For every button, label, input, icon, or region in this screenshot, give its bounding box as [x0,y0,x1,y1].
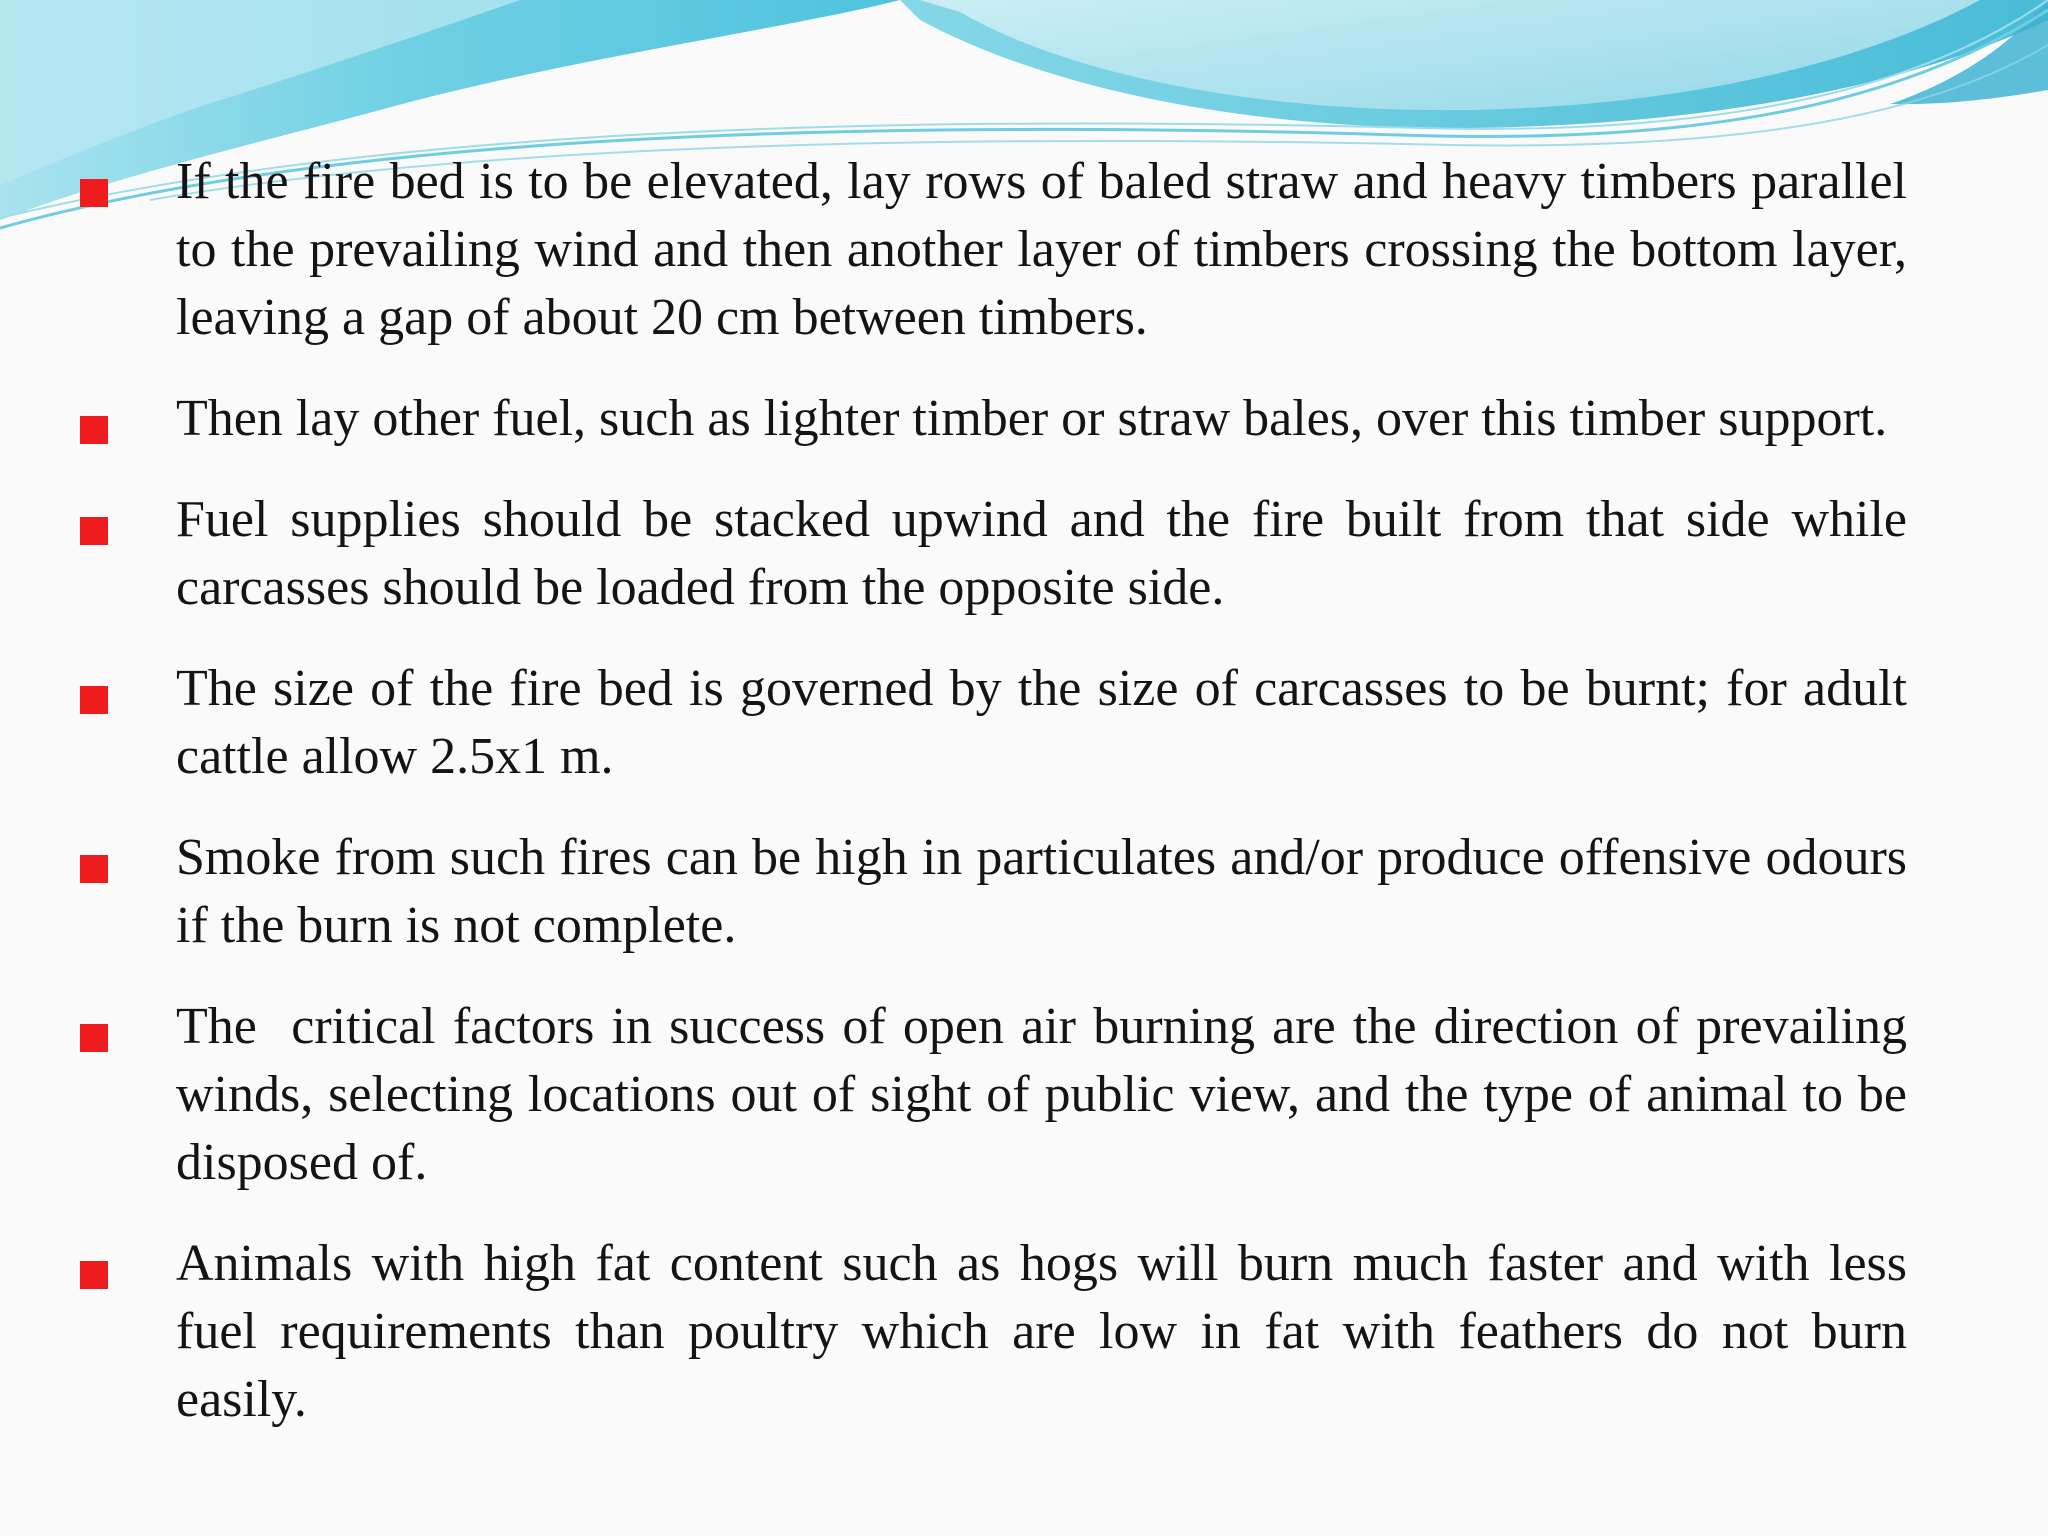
bullet-text-7: Animals with high fat content such as hogs will burn much faster and with less fuel requirements than poultry which are low in fat with feathers do not burn easily. [176,1235,1907,1428]
bullet-text-2: Then lay other fuel, such as lighter timber or straw bales, over this timber support. [176,390,1888,447]
bullet-square-icon [80,1024,108,1052]
bullet-square-icon [80,686,108,714]
bullet-text-5: Smoke from such fires can be high in particulates and/or produce offensive odours if the burn is not complete. [176,829,1907,954]
bullet-list [0,148,2048,1467]
bullet-item-1 [0,148,1907,352]
bullet-text-3: Fuel supplies should be stacked upwind and the fire built from that side while carcasses should be loaded from the opposite side. [176,491,1907,616]
bullet-text-4: The size of the fire bed is governed by the size of carcasses to be burnt; for adult cattle allow 2.5x1 m. [176,660,1907,785]
bullet-item-2 [0,385,1907,453]
bullet-square-icon [80,1261,108,1289]
bullet-item-3 [0,486,1907,622]
bullet-text-6: The critical factors in success of open air burning are the direction of prevailing winds, selecting locations out of sight of public view, and the type of animal to be disposed of. [176,998,1920,1191]
wave-band-pale [920,0,1980,110]
bullet-text-1: If the fire bed is to be elevated, lay rows of baled straw and heavy timbers parallel to the prevailing wind and then another layer of timbers crossing the bottom layer, leaving a gap of about 20 cm between timbers. [176,153,1907,346]
bullet-square-icon [80,416,108,444]
bullet-square-icon [80,179,108,207]
bullet-item-7 [0,1230,1907,1434]
bullet-square-icon [80,855,108,883]
bullet-item-5 [0,824,1907,960]
bullet-square-icon [80,517,108,545]
bullet-item-6 [0,993,1920,1197]
bullet-item-4 [0,655,1907,791]
